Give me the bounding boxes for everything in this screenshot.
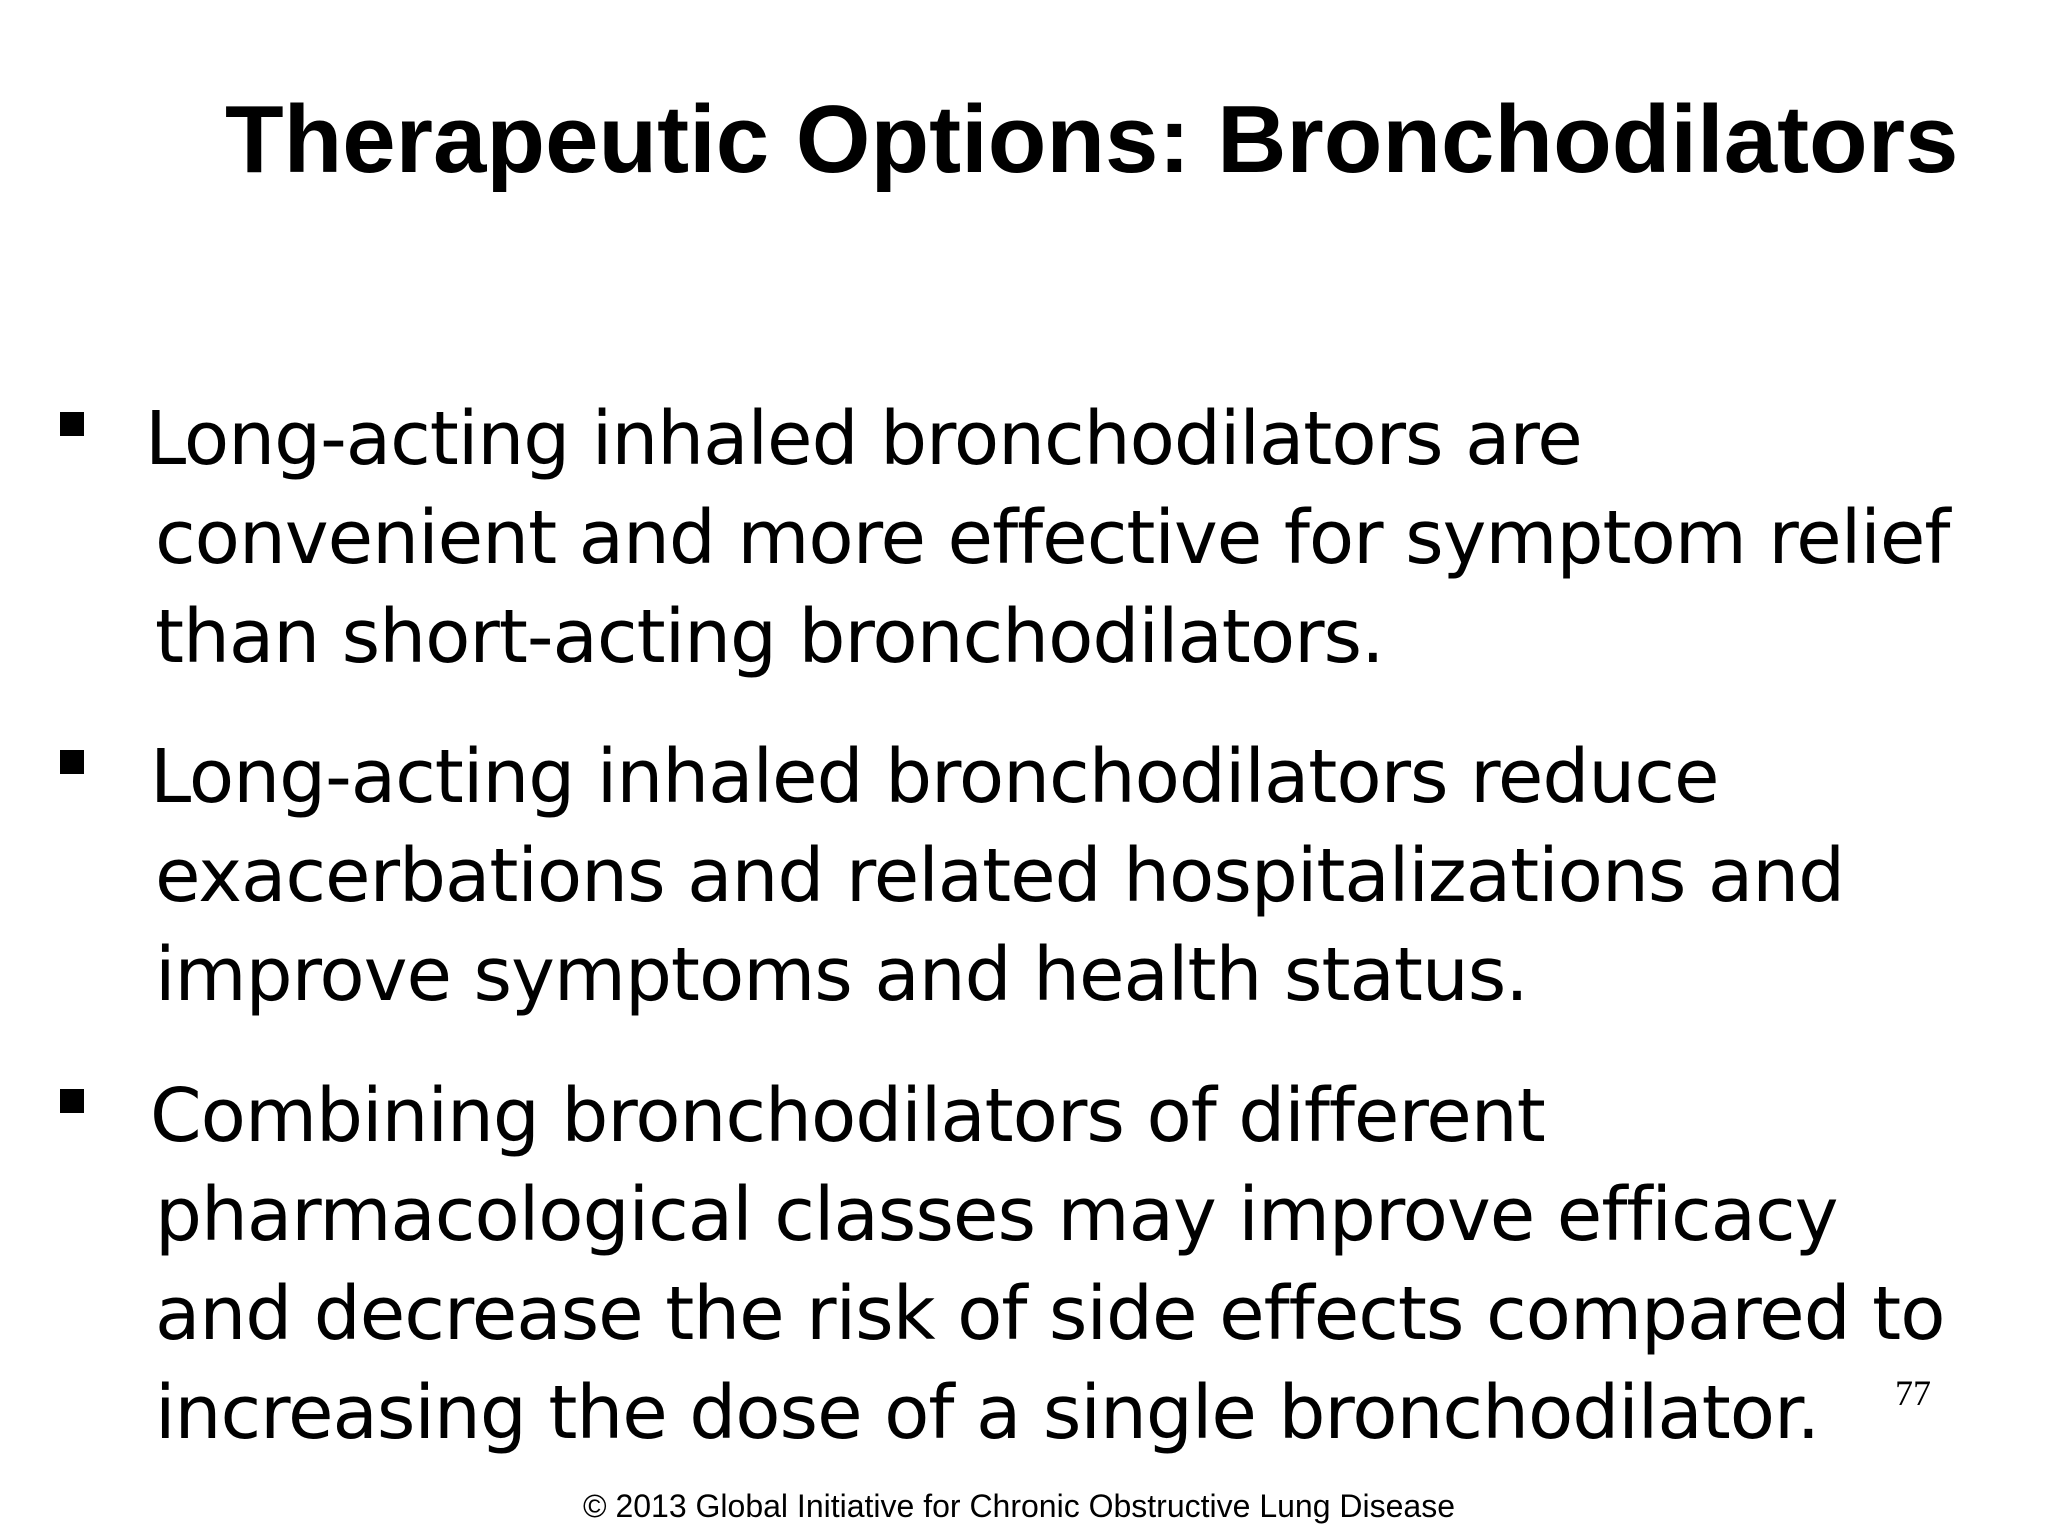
bullet-text: Long-acting inhaled bronchodilators reduce exacerbations and related hospitalizations and improve symptoms and health status.: [150, 734, 1845, 1018]
bullet-text: Long-acting inhaled bronchodilators are convenient and more effective for symptom relief than short-acting bronchodilators.: [145, 396, 1950, 680]
bullet-item: [150, 1067, 1995, 1463]
bullet-item: [145, 390, 1995, 687]
bullet-text: Combining bronchodilators of different pharmacological classes may improve efficacy and decrease the risk of side effects compared to increasing the dose of a single bronchodilator.: [150, 1073, 1945, 1456]
square-bullet-icon: [60, 750, 84, 774]
slide-title: Therapeutic Options: Bronchodilators: [225, 86, 1959, 193]
page-number: 77: [1895, 1373, 1931, 1413]
copyright-footer: [0, 1486, 2048, 1526]
square-bullet-icon: [60, 412, 84, 436]
bullet-item: [150, 728, 1995, 1025]
copyright-text: © 2013 Global Initiative for Chronic Obstructive Lung Disease: [582, 1488, 1455, 1524]
square-bullet-icon: [60, 1089, 84, 1113]
